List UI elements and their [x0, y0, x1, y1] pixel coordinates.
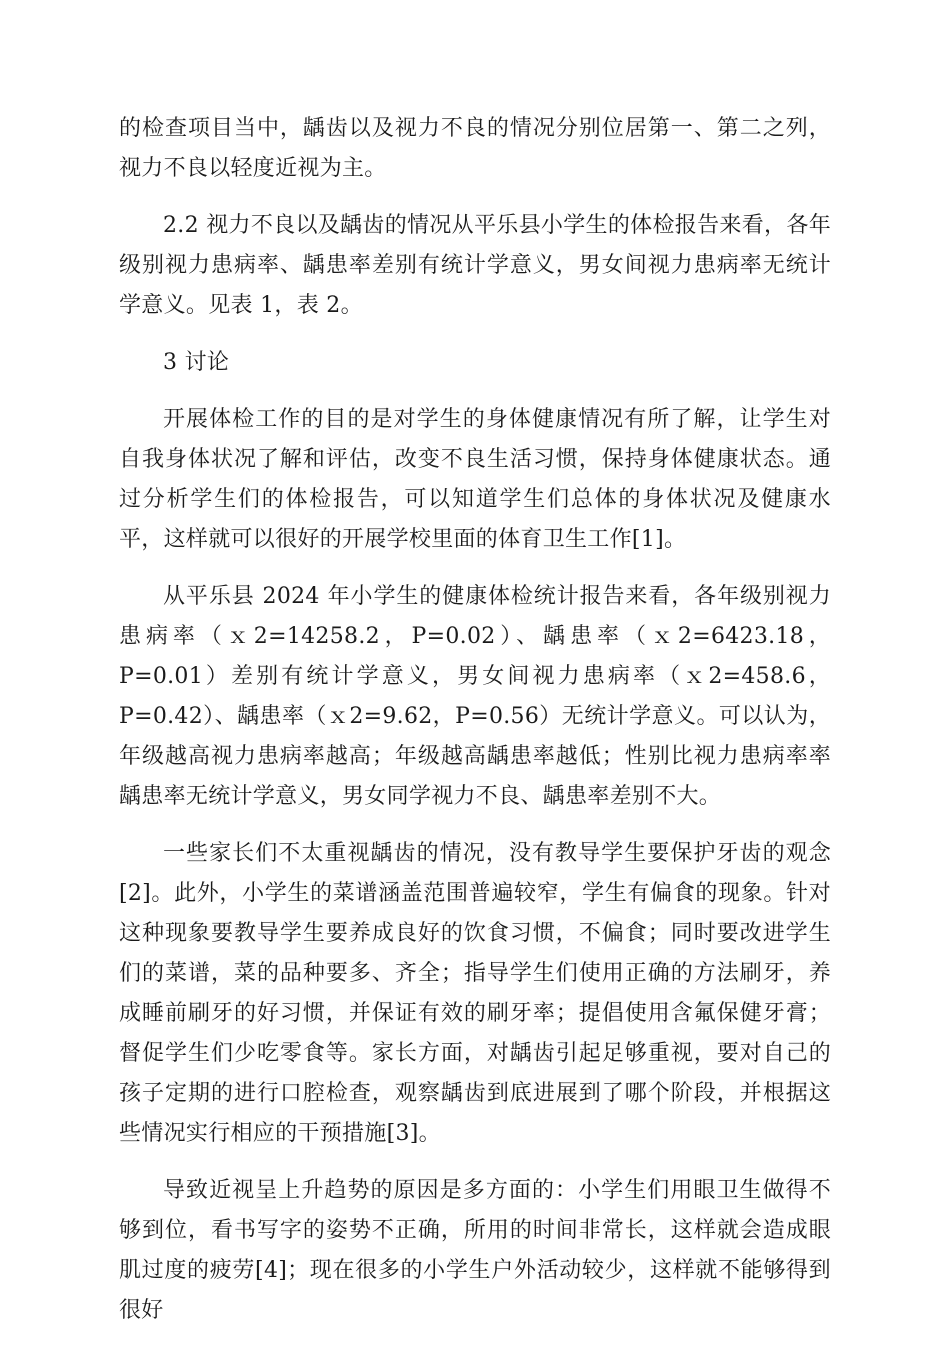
paragraph-purpose: 开展体检工作的目的是对学生的身体健康情况有所了解，让学生对自我身体状况了解和评估，改变不良生活习惯，保持身体健康状态。通过分析学生们的体检报告，可以知道学生们总体的身体状况及健康水平，这样就可以很好的开展学校里面的体育卫生工作[1]。: [119, 407, 831, 552]
paragraph-dental-care: 一些家长们不太重视龋齿的情况，没有教导学生要保护牙齿的观念[2]。此外，小学生的菜谱涵盖范围普遍较窄，学生有偏食的现象。针对这种现象要教导学生要养成良好的饮食习惯，不偏食；同时要改进学生们的菜谱，菜的品种要多、齐全；指导学生们使用正确的方法刷牙，养成睡前刷牙的好习惯，并保证有效的刷牙率；提倡使用含氟保健牙膏；督促学生们少吃零食等。家长方面，对龋齿引起足够重视，要对自己的孩子定期的进行口腔检查，观察龋齿到底进展到了哪个阶段，并根据这些情况实行相应的干预措施[3]。: [119, 841, 831, 1146]
paragraph-continuation: 的检查项目当中，龋齿以及视力不良的情况分别位居第一、第二之列，视力不良以轻度近视为主。: [119, 116, 831, 181]
section-heading-discussion: 3 讨论: [163, 350, 230, 375]
paragraph-myopia-causes: 导致近视呈上升趋势的原因是多方面的：小学生们用眼卫生做得不够到位，看书写字的姿势不正确，所用的时间非常长，这样就会造成眼肌过度的疲劳[4]；现在很多的小学生户外活动较少，这样就不能够得到很好: [119, 1178, 831, 1323]
paragraph-section-2-2: 2.2 视力不良以及龋齿的情况从平乐县小学生的体检报告来看，各年级别视力患病率、龋患率差别有统计学意义，男女间视力患病率无统计学意义。见表 1，表 2。: [119, 213, 831, 318]
document-body: [119, 109, 831, 1348]
paragraph-statistics: 从平乐县 2024 年小学生的健康体检统计报告来看，各年级别视力患病率（ｘ2=14258.2，P=0.02）、龋患率（ｘ2=6423.18，P=0.01）差别有统计学意义，男女间视力患病率（ｘ2=458.6，P=0.42）、龋患率（ｘ2=9.62，P=0.56）无统计学意义。可以认为，年级越高视力患病率越高；年级越高龋患率越低；性别比视力患病率率龋患率无统计学意义，男女同学视力不良、龋患率差别不大。: [119, 584, 831, 809]
